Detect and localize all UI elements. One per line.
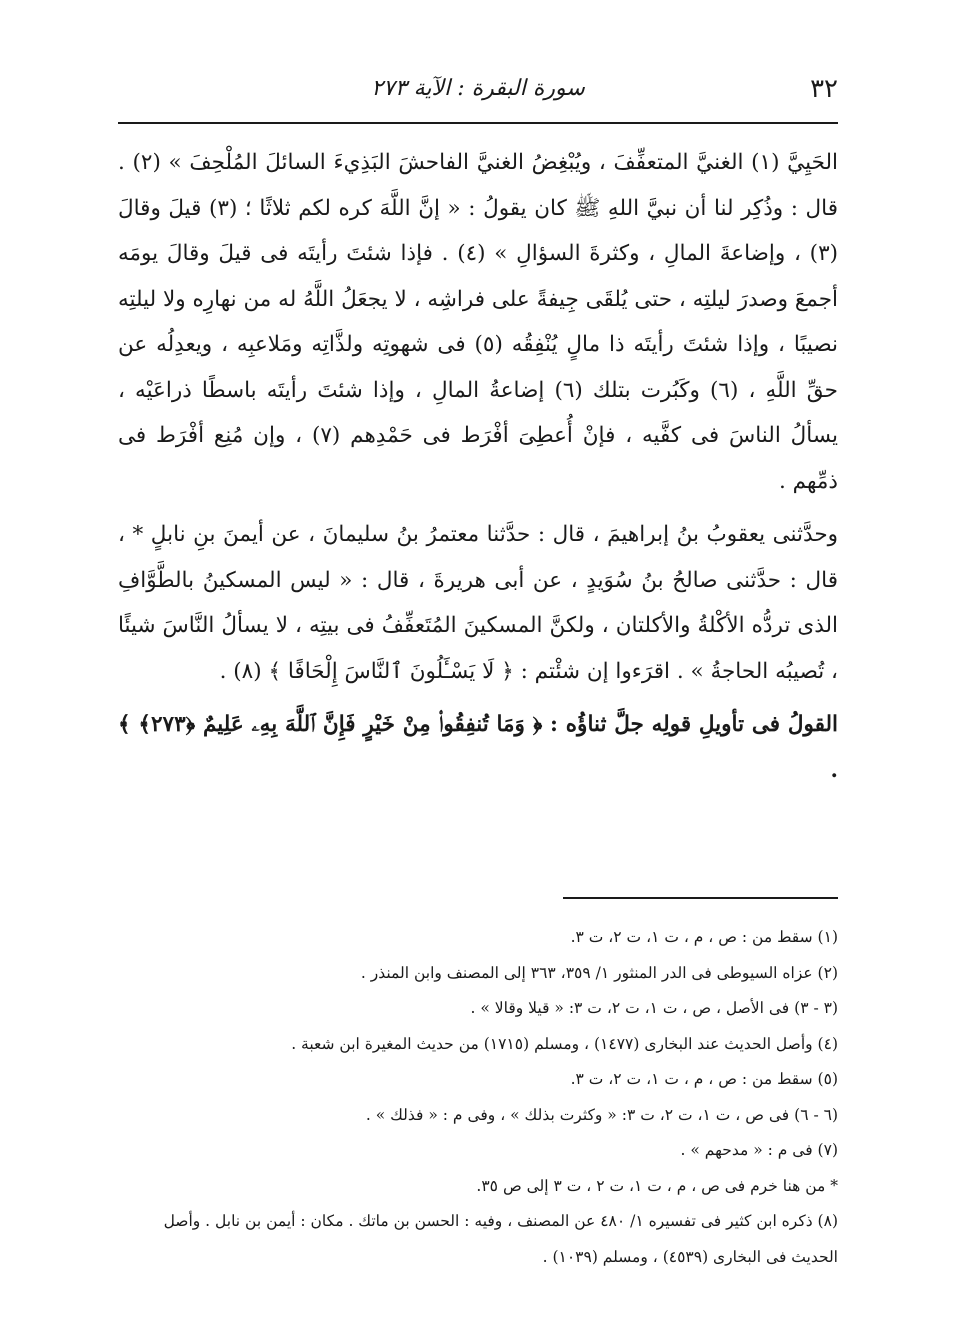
footnote-divider xyxy=(563,897,838,899)
footnote-7: (٧) فى م : « مدحهم » . xyxy=(680,1141,838,1159)
footnote-4: (٤) وأصل الحديث عند البخارى (١٤٧٧) ، ومسلم (١٧١٥) من حديث المغيرة ابن شعبة . xyxy=(291,1034,838,1053)
footnote-star: * من هنا خرم فى ص ، م ، ت ١، ت ٢ ، ت ٣ إلى ص ٣٥. xyxy=(476,1176,838,1195)
paragraph-1: الحَيِيَّ (١) الغنيَّ المتعفِّفَ ، ويُبْغِضُ الغنيَّ الفاحشَ البَذِيءَ السائلَ المُلْحِفَ » (٢) . قال : وذُكِر لنا أن نبيَّ اللهِ ﷺ كان يقولُ : « إنَّ اللَّهَ كره لكم ثلاثًا ؛ (٣) قيلَ وقالَ (٣) ، وإضاعةَ المالِ ، وكثرةَ السؤالِ » (٤) . فإذا شئتَ رأيتَه فى قيلَ وقالَ يومَه أجمعَ وصدرَ ليلتِه ، حتى يُلقَى جِيفةً على فراشِه ، لا يجعَلُ اللَّهُ له من نهارِه ولا ليلتِه نصيبًا ، وإذا شئتَ رأيتَه ذا مالٍ يُنْفِقُه (٥) فى شهوتِه ولذَّاتِه ومَلاعبِه ، ويعدِلُه عن حقِّ اللَّهِ ، (٦) وكَبُرت بتلك (٦) إضاعةُ المالِ ، وإذا شئتَ رأيتَه باسطًا ذراعَيْه ، يسألُ الناسَ فى كفَّيه ، فإنْ أُعطِىَ أفْرَط فى حَمْدِهم (٧) ، وإن مُنِع أفْرَط فى ذمِّهم . xyxy=(118,150,839,494)
header-divider xyxy=(118,122,838,124)
main-text xyxy=(118,140,838,793)
footnote-6: (٦ - ٦) فى ص ، ت ١، ت ٢، ت ٣: « وكثرت بذلك » ، وفى م : « فذلك » . xyxy=(365,1105,838,1124)
footnotes xyxy=(118,920,838,1275)
footnote-8: (٨) ذكره ابن كثير فى تفسيره ١/ ٤٨٠ عن المصنف ، وفيه : الحسن بن ماتك . مكان : أيمن بن نابل . وأصل الحديث فى البخارى (٤٥٣٩) ، ومسلم (١٠٣٩) . xyxy=(163,1212,838,1266)
paragraph-2: وحدَّثنى يعقوبُ بنُ إبراهيمَ ، قال : حدَّثنا معتمرُ بنُ سليمانَ ، عن أيمنَ بنِ نابلٍ * ، قال : حدَّثنى صالحُ بنُ سُوَيدٍ ، عن أبى هريرةَ ، قال : « ليس المسكينُ بالطَّوَّافِ الذى تردُّه الأكْلةُ والأكلتان ، ولكنَّ المسكينَ المُتَعفِّفُ فى بيتِه ، لا يسألُ النَّاسَ شيئًا ، تُصيبُه الحاجةُ » . اقرَءوا إن شئْتم : ﴿ لَا يَسْـَٔلُونَ ٱلنَّاسَ إِلْحَافًا ﴾ (٨) . xyxy=(118,522,838,684)
footnote-2: (٢) عزاه السيوطى فى الدر المنثور ١/ ٣٥٩، ٣٦٣ إلى المصنف وابن المنذر . xyxy=(360,963,838,982)
footnote-3: (٣ - ٣) فى الأصل ، ص ، ت ١، ت ٢، ت ٣: « قيلا وقالا » . xyxy=(470,999,838,1017)
footnote-5: (٥) سقط من : ص ، م ، ت ١، ت ٢، ت ٣. xyxy=(570,1070,838,1088)
paragraph-3-heading: القولُ فى تأويلِ قولِه جلَّ ثناؤُه : ﴿ وَمَا تُنفِقُوا۟ مِنْ خَيْرٍ فَإِنَّ ٱللَّهَ بِهِۦ عَلِيمٌ ﴿٢٧٣﴾ ﴾ . xyxy=(118,712,838,783)
page-header xyxy=(118,70,838,116)
page-number: ٣٢ xyxy=(810,74,838,104)
footnote-1: (١) سقط من : ص ، م ، ت ١، ت ٢، ت ٣. xyxy=(570,928,838,946)
running-title: سورة البقرة : الآية ٢٧٣ xyxy=(371,76,585,101)
